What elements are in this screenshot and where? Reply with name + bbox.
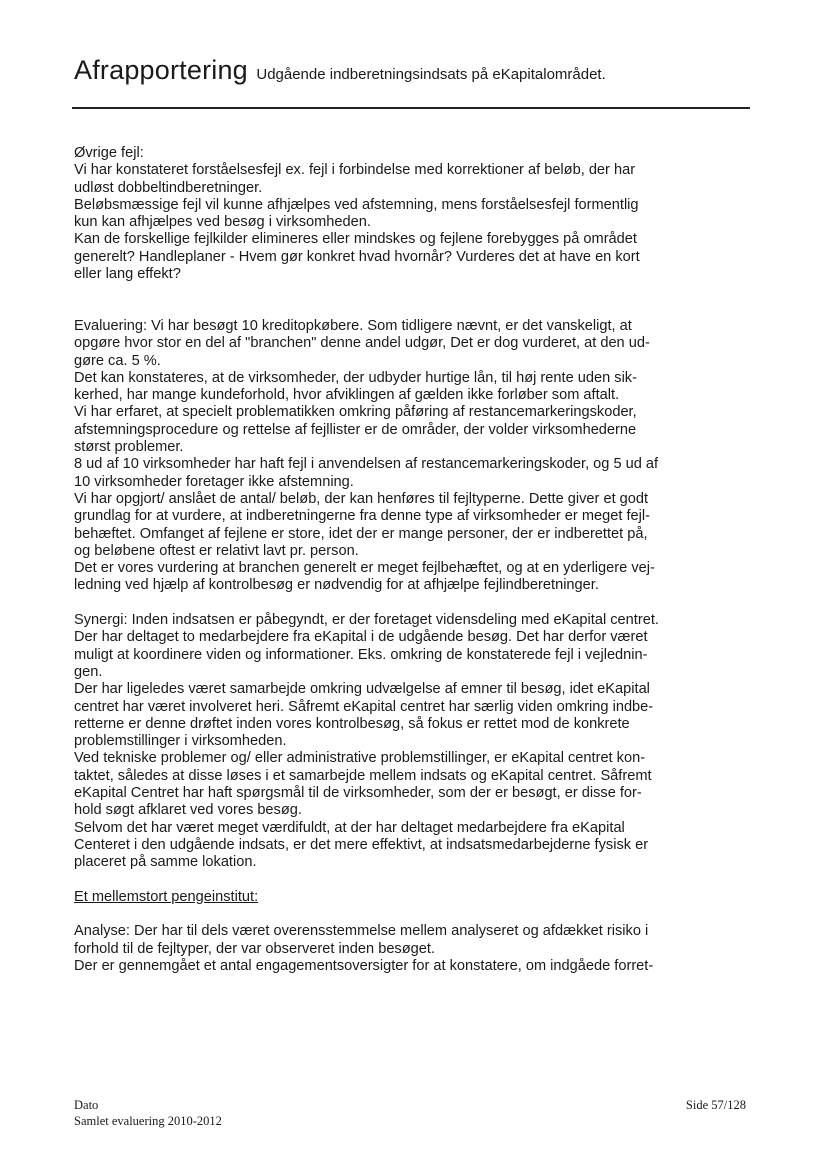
paragraph-gap [74,595,750,612]
text-line: størst problemer. [74,439,184,456]
text-line: Der er gennemgået et antal engagementsoversigter for at konstatere, om indgåede forret- [74,957,654,974]
header-divider [72,107,750,109]
body-text [74,145,750,975]
text-line: 10 virksomheder foretager ikke afstemning. [74,473,354,490]
paragraph-gap [74,283,750,300]
text-line: generelt? Handleplaner - Hvem gør konkret hvad hvornår? Vurderes det at have en kort [74,248,640,265]
text-line: Vi har opgjort/ anslået de antal/ beløb, der kan henføres til fejltyperne. Dette giver et godt [74,490,649,507]
text-line: eKapital Centret har haft spørgsmål til de virksomheder, som der er besøgt, er disse for- [74,784,642,801]
page-footer-left [74,1097,222,1129]
text-line: Kan de forskellige fejlkilder elimineres eller mindskes og fejlene forebygges på området [74,231,637,248]
paragraph-gap [74,871,750,888]
text-line: Der har deltaget to medarbejdere fra eKapital i de udgående besøg. Det har derfor været [74,629,648,646]
footer-date-label: Dato [74,1098,99,1112]
paragraph-gap [74,301,750,318]
text-line: 8 ud af 10 virksomheder har haft fejl i anvendelsen af restancemarkeringskoder, og 5 ud af [74,456,659,473]
text-line: gøre ca. 5 %. [74,352,161,369]
text-line: Beløbsmæssige fejl vil kunne afhjælpes ved afstemning, mens forståelsesfejl formentlig [74,196,639,213]
page-header [74,55,754,86]
text-line: Det er vores vurdering at branchen generelt er meget fejlbehæftet, og at en yderligere vej- [74,560,655,577]
footer-report-name: Samlet evaluering 2010-2012 [74,1114,222,1128]
text-line: afstemningsprocedure og rettelse af fejllister er de områder, der volder virksomhederne [74,421,637,438]
text-line: muligt at koordinere viden og informationer. Eks. omkring de konstaterede fejl i vejlednin- [74,646,648,663]
text-line: Evaluering: Vi har besøgt 10 kreditopkøbere. Som tidligere nævnt, er det vanskeligt, at [74,317,632,334]
text-line: Vi har erfaret, at specielt problematikken omkring påføring af restancemarkeringskoder, [74,404,637,421]
section-heading: Et mellemstort pengeinstitut: [74,888,259,905]
text-line: behæftet. Omfanget af fejlene er store, idet der er mange personer, der er indberettet på, [74,525,648,542]
text-line: placeret på samme lokation. [74,854,257,871]
text-line: retterne er denne drøftet inden vores kontrolbesøg, så fokus er rettet mod de konkrete [74,715,630,732]
text-line: Der har ligeledes været samarbejde omkring udvælgelse af emner til besøg, idet eKapital [74,681,650,698]
text-line: hold søgt afklaret ved vores besøg. [74,802,302,819]
text-line: Øvrige fejl: [74,145,144,161]
text-line: grundlag for at vurdere, at indberetningerne fra denne type af virksomheder er meget fejl- [74,508,650,525]
text-line: centret har været involveret heri. Såfremt eKapital centret har særlig viden omkring indbe- [74,698,654,715]
text-line: udløst dobbeltindberetninger. [74,179,263,196]
text-line: problemstillinger i virksomheden. [74,733,287,750]
text-line: kun kan afhjælpes ved besøg i virksomheden. [74,214,371,231]
text-line: Analyse: Der har til dels været overensstemmelse mellem analyseret og afdækket risiko i [74,923,649,940]
text-line: Centeret i den udgående indsats, er det mere effektivt, at indsatsmedarbejderne fysisk er [74,836,649,853]
text-line: Synergi: Inden indsatsen er påbegyndt, er der foretaget vidensdeling med eKapital centret. [74,612,659,629]
text-line: opgøre hvor stor en del af "branchen" denne andel udgør, Det er dog vurderet, at den ud- [74,335,650,352]
text-line: forhold til de fejltyper, der var observeret inden besøget. [74,940,435,957]
page-title: Afrapportering [74,55,248,85]
paragraph-gap [74,906,750,923]
text-line: kerhed, har mange kundeforhold, hvor afviklingen af gælden ikke forløber som aftalt. [74,387,620,404]
text-line: ledning ved hjælp af kontrolbesøg er nødvendig for at afhjælpe fejlindberetninger. [74,577,599,594]
text-line: eller lang effekt? [74,266,181,283]
text-line: og beløbene oftest er relativt lavt pr. person. [74,542,359,559]
page-subtitle: Udgående indberetningsindsats på eKapitalområdet. [256,66,606,83]
text-line: taktet, således at disse løses i et samarbejde mellem indsats og eKapital centret. Såfremt [74,767,652,784]
page-number: Side 57/128 [685,1098,746,1112]
text-line: Vi har konstateret forståelsesfejl ex. fejl i forbindelse med korrektioner af beløb, der har [74,162,636,179]
text-line: Ved tekniske problemer og/ eller administrative problemstillinger, er eKapital centret kon- [74,750,646,767]
text-line: Det kan konstateres, at de virksomheder, der udbyder hurtige lån, til høj rente uden sik- [74,369,637,386]
text-line: Selvom det har været meget værdifuldt, at der har deltaget medarbejdere fra eKapital [74,819,625,836]
text-line: gen. [74,663,103,680]
